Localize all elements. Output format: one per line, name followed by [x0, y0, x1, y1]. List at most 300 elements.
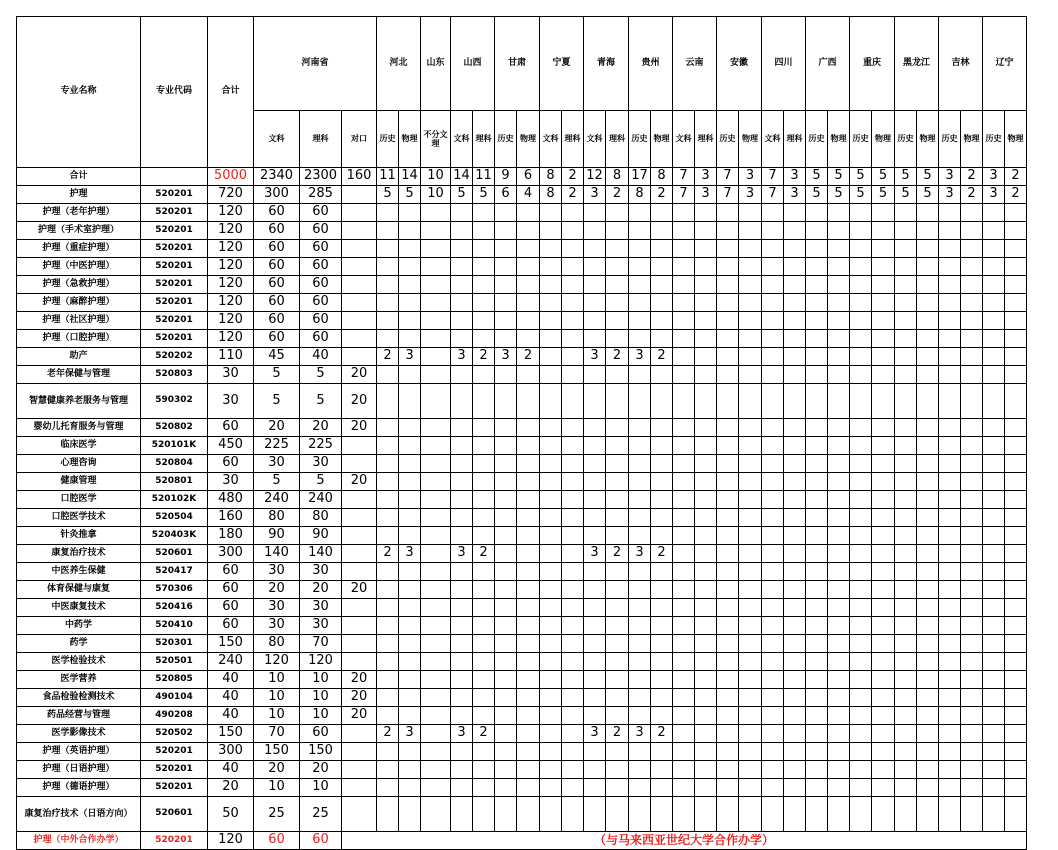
province-value [983, 312, 1005, 330]
header-province-sub: 不分文理 [421, 111, 451, 168]
province-value [399, 437, 421, 455]
province-value [629, 312, 651, 330]
henan-value: 20 [342, 384, 377, 419]
province-value [495, 779, 517, 797]
province-value [717, 222, 739, 240]
province-value [606, 671, 629, 689]
province-value [983, 671, 1005, 689]
province-value [828, 653, 850, 671]
province-value [421, 725, 451, 743]
major-code: 520201 [141, 294, 208, 312]
province-value [606, 437, 629, 455]
province-value [939, 725, 961, 743]
province-value [629, 491, 651, 509]
province-value [473, 797, 495, 832]
major-code: 490208 [141, 707, 208, 725]
province-value [917, 563, 939, 581]
province-value [828, 527, 850, 545]
province-value [377, 294, 399, 312]
province-value [806, 581, 828, 599]
henan-value: 20 [254, 761, 300, 779]
province-value [562, 545, 584, 563]
province-value [828, 707, 850, 725]
province-value [562, 743, 584, 761]
province-value [606, 276, 629, 294]
province-value [540, 455, 562, 473]
province-value [828, 473, 850, 491]
table-row [17, 276, 1027, 294]
major-name: 药品经营与管理 [17, 707, 141, 725]
province-value [399, 222, 421, 240]
province-value [739, 204, 762, 222]
province-value [562, 689, 584, 707]
row-total: 120 [208, 258, 254, 276]
province-value [762, 312, 784, 330]
province-value [399, 635, 421, 653]
province-value [562, 437, 584, 455]
province-value [695, 491, 717, 509]
province-value [739, 240, 762, 258]
province-value [762, 689, 784, 707]
province-value [917, 707, 939, 725]
province-value [1005, 419, 1027, 437]
province-value [517, 384, 540, 419]
province-value [784, 204, 806, 222]
province-value [473, 563, 495, 581]
province-value [421, 635, 451, 653]
header-province: 山东 [421, 17, 451, 111]
province-value [606, 563, 629, 581]
table-row [17, 491, 1027, 509]
province-value [517, 563, 540, 581]
province-value: 7 [762, 186, 784, 204]
province-value [695, 294, 717, 312]
province-value [473, 258, 495, 276]
province-value [939, 743, 961, 761]
henan-value: 10 [300, 671, 342, 689]
header-henan-sub: 对口 [342, 111, 377, 168]
province-value [399, 671, 421, 689]
province-value [806, 204, 828, 222]
henan-value: 10 [254, 689, 300, 707]
header-province: 四川 [762, 17, 806, 111]
province-value [584, 204, 606, 222]
province-value [495, 222, 517, 240]
row-total: 150 [208, 725, 254, 743]
province-value [651, 258, 673, 276]
province-value [917, 455, 939, 473]
province-value: 2 [651, 186, 673, 204]
province-value [606, 653, 629, 671]
province-value [983, 707, 1005, 725]
province-value [399, 276, 421, 294]
major-code: 520201 [141, 240, 208, 258]
province-value [784, 240, 806, 258]
province-value [584, 455, 606, 473]
province-value [895, 599, 917, 617]
header-province-sub: 历史 [717, 111, 739, 168]
province-value [872, 653, 895, 671]
province-value [473, 366, 495, 384]
enrollment-plan-table [16, 16, 1027, 850]
major-name: 合计 [17, 168, 141, 186]
province-value [1005, 366, 1027, 384]
province-value [473, 635, 495, 653]
province-value [872, 419, 895, 437]
province-value [673, 222, 695, 240]
henan-value [342, 258, 377, 276]
row-total: 480 [208, 491, 254, 509]
province-value: 2 [1005, 186, 1027, 204]
province-value [517, 725, 540, 743]
province-value [784, 330, 806, 348]
province-value [495, 294, 517, 312]
province-value [895, 671, 917, 689]
henan-value [342, 276, 377, 294]
province-value [606, 689, 629, 707]
henan-value [342, 204, 377, 222]
province-value [629, 761, 651, 779]
province-value [784, 437, 806, 455]
province-value [1005, 473, 1027, 491]
province-value [872, 330, 895, 348]
province-value [762, 455, 784, 473]
province-value [629, 689, 651, 707]
major-code: 520201 [141, 832, 208, 850]
province-value [451, 797, 473, 832]
row-total: 160 [208, 509, 254, 527]
province-value [399, 509, 421, 527]
henan-value: 60 [254, 222, 300, 240]
province-value: 3 [695, 186, 717, 204]
province-value [377, 491, 399, 509]
province-value [872, 797, 895, 832]
province-value [961, 276, 983, 294]
province-value [695, 455, 717, 473]
table-row [17, 240, 1027, 258]
province-value [806, 312, 828, 330]
province-value: 3 [451, 725, 473, 743]
province-value [451, 204, 473, 222]
province-value: 14 [451, 168, 473, 186]
row-total: 60 [208, 581, 254, 599]
province-value [584, 491, 606, 509]
major-name: 护理 [17, 186, 141, 204]
province-value: 3 [451, 545, 473, 563]
province-value: 5 [399, 186, 421, 204]
province-value [717, 240, 739, 258]
major-name: 护理（日语护理） [17, 761, 141, 779]
province-value [606, 599, 629, 617]
province-value [806, 689, 828, 707]
province-value [739, 419, 762, 437]
province-value [762, 779, 784, 797]
province-value [540, 797, 562, 832]
header-province-sub: 理科 [562, 111, 584, 168]
province-value [562, 258, 584, 276]
province-value [762, 509, 784, 527]
henan-value: 120 [300, 653, 342, 671]
province-value [540, 258, 562, 276]
province-value [562, 204, 584, 222]
row-total: 120 [208, 832, 254, 850]
province-value [872, 312, 895, 330]
header-province: 重庆 [850, 17, 895, 111]
province-value [673, 366, 695, 384]
header-province-henan: 河南省 [254, 17, 377, 111]
province-value: 2 [562, 186, 584, 204]
province-value [673, 599, 695, 617]
province-value [377, 797, 399, 832]
header-province: 贵州 [629, 17, 673, 111]
province-value [762, 240, 784, 258]
province-value [629, 509, 651, 527]
row-total: 110 [208, 348, 254, 366]
province-value [695, 797, 717, 832]
table-row [17, 366, 1027, 384]
province-value [872, 743, 895, 761]
province-value [695, 545, 717, 563]
province-value [540, 599, 562, 617]
province-value [762, 384, 784, 419]
province-value [806, 599, 828, 617]
province-value [895, 689, 917, 707]
province-value [606, 366, 629, 384]
henan-value [342, 725, 377, 743]
province-value: 5 [828, 186, 850, 204]
province-value [377, 707, 399, 725]
province-value [806, 725, 828, 743]
province-value [562, 384, 584, 419]
henan-value: 160 [342, 168, 377, 186]
province-value: 5 [828, 168, 850, 186]
province-value [872, 348, 895, 366]
province-value [739, 581, 762, 599]
henan-value: 30 [254, 599, 300, 617]
province-value [850, 743, 872, 761]
province-value [673, 617, 695, 635]
table-row [17, 509, 1027, 527]
province-value [495, 312, 517, 330]
province-value [377, 635, 399, 653]
province-value [1005, 581, 1027, 599]
major-name: 助产 [17, 348, 141, 366]
province-value [895, 761, 917, 779]
province-value [562, 366, 584, 384]
henan-value: 20 [342, 366, 377, 384]
province-value: 3 [983, 186, 1005, 204]
province-value [377, 563, 399, 581]
province-value [606, 455, 629, 473]
province-value [562, 348, 584, 366]
province-value [717, 527, 739, 545]
province-value: 3 [629, 348, 651, 366]
province-value [717, 348, 739, 366]
province-value [939, 689, 961, 707]
province-value [673, 563, 695, 581]
province-value [828, 599, 850, 617]
province-value: 10 [421, 168, 451, 186]
province-value [421, 437, 451, 455]
major-name: 医学检验技术 [17, 653, 141, 671]
province-value [983, 653, 1005, 671]
province-value: 5 [850, 168, 872, 186]
province-value [850, 455, 872, 473]
province-value [451, 258, 473, 276]
province-value [872, 617, 895, 635]
province-value [828, 761, 850, 779]
province-value [584, 761, 606, 779]
province-value [673, 779, 695, 797]
table-row [17, 707, 1027, 725]
province-value [939, 617, 961, 635]
province-value [806, 258, 828, 276]
province-value [1005, 599, 1027, 617]
province-value [451, 509, 473, 527]
province-value [606, 312, 629, 330]
province-value: 3 [399, 725, 421, 743]
province-value [739, 276, 762, 294]
province-value [739, 348, 762, 366]
major-code: 520201 [141, 222, 208, 240]
province-value [939, 455, 961, 473]
province-value [784, 797, 806, 832]
province-value: 14 [399, 168, 421, 186]
province-value [917, 653, 939, 671]
province-value [806, 779, 828, 797]
province-value: 2 [377, 348, 399, 366]
henan-value: 20 [300, 419, 342, 437]
province-value: 3 [695, 168, 717, 186]
province-value: 3 [939, 168, 961, 186]
province-value: 5 [806, 168, 828, 186]
province-value [983, 419, 1005, 437]
province-value [399, 473, 421, 491]
province-value [421, 258, 451, 276]
henan-value: 5 [254, 473, 300, 491]
table-row [17, 419, 1027, 437]
province-value [961, 348, 983, 366]
province-value [421, 671, 451, 689]
province-value [762, 222, 784, 240]
province-value [784, 563, 806, 581]
province-value [517, 617, 540, 635]
province-value [850, 366, 872, 384]
province-value: 5 [872, 168, 895, 186]
province-value [421, 473, 451, 491]
province-value: 8 [540, 186, 562, 204]
province-value [451, 779, 473, 797]
henan-value: 10 [254, 779, 300, 797]
province-value [895, 455, 917, 473]
province-value [961, 258, 983, 276]
province-value [739, 312, 762, 330]
enrollment-plan [16, 16, 1027, 850]
province-value [806, 797, 828, 832]
henan-value: 240 [300, 491, 342, 509]
major-code: 520403K [141, 527, 208, 545]
province-value [584, 707, 606, 725]
henan-value [342, 545, 377, 563]
province-value [606, 240, 629, 258]
province-value [784, 222, 806, 240]
province-value: 3 [629, 545, 651, 563]
province-value [762, 330, 784, 348]
table-row [17, 258, 1027, 276]
province-value [377, 653, 399, 671]
province-value [895, 797, 917, 832]
row-total: 120 [208, 222, 254, 240]
henan-value [342, 599, 377, 617]
province-value [939, 581, 961, 599]
province-value [377, 240, 399, 258]
header-province-sub: 文科 [540, 111, 562, 168]
province-value [850, 653, 872, 671]
row-total: 120 [208, 240, 254, 258]
province-value [739, 689, 762, 707]
province-value [828, 509, 850, 527]
province-value [895, 366, 917, 384]
province-value [1005, 276, 1027, 294]
province-value [850, 419, 872, 437]
province-value [673, 761, 695, 779]
major-code: 520201 [141, 204, 208, 222]
table-row [17, 797, 1027, 832]
province-value [784, 545, 806, 563]
province-value [421, 599, 451, 617]
province-value [451, 635, 473, 653]
province-value [473, 419, 495, 437]
henan-value [342, 330, 377, 348]
header-province: 宁夏 [540, 17, 584, 111]
province-value [850, 330, 872, 348]
henan-value [342, 348, 377, 366]
province-value [762, 527, 784, 545]
henan-value: 80 [254, 635, 300, 653]
province-value [673, 545, 695, 563]
henan-value: 225 [300, 437, 342, 455]
province-value [517, 222, 540, 240]
province-value [473, 653, 495, 671]
table-row [17, 617, 1027, 635]
table-row [17, 725, 1027, 743]
henan-value: 20 [300, 761, 342, 779]
province-value [584, 689, 606, 707]
province-value [739, 725, 762, 743]
province-value [695, 473, 717, 491]
province-value [377, 689, 399, 707]
province-value [562, 617, 584, 635]
province-value [828, 437, 850, 455]
province-value: 5 [917, 186, 939, 204]
province-value [717, 581, 739, 599]
table-row [17, 761, 1027, 779]
province-value [584, 437, 606, 455]
henan-value [342, 437, 377, 455]
province-value [540, 545, 562, 563]
row-total: 450 [208, 437, 254, 455]
province-value [739, 294, 762, 312]
province-value [762, 671, 784, 689]
province-value [695, 761, 717, 779]
province-value [695, 509, 717, 527]
province-value [828, 276, 850, 294]
table-row [17, 312, 1027, 330]
province-value [377, 761, 399, 779]
province-value [1005, 204, 1027, 222]
table-row [17, 455, 1027, 473]
province-value [606, 491, 629, 509]
